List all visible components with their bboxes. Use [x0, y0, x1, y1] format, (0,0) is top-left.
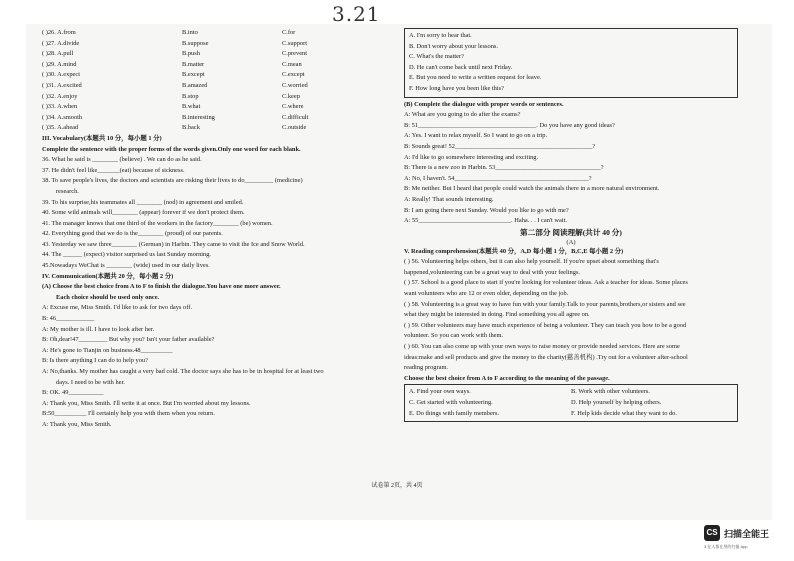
match-options: [404, 384, 738, 422]
match-option: E. Do things with family members.: [409, 409, 499, 417]
handwritten-mark: 3.21: [332, 2, 381, 26]
option-b: B.what: [182, 103, 201, 111]
vocab-line: 36. What he said is ________ (believe) . We can do as he said.: [42, 156, 202, 164]
option-b: B.back: [182, 124, 200, 132]
dialogue-line: A: Thank you, Miss Smith. I'll write it at once. But I'm worried about my lessons.: [42, 399, 251, 407]
match-option: C. Get started with volunteering.: [409, 399, 493, 406]
vocab-line: 40. Some wild animals will________ (appear) forever if we don't protect them.: [42, 209, 245, 217]
dialogue-a: [42, 303, 390, 430]
reading-passage: [404, 257, 738, 374]
option-a: ( )34. A.smooth: [42, 113, 83, 121]
choice-item: D. He can't come back until next Friday.: [409, 63, 513, 71]
option-b: B.amazed: [182, 81, 208, 89]
option-row: [42, 28, 390, 39]
dialogue-line: A: Thank you, Miss Smith.: [42, 420, 112, 428]
dialogue-b-line: B: Sounds great! 52___________________________________________?: [404, 142, 596, 150]
option-a: ( )33. A.when: [42, 103, 78, 111]
vocab-line: 42. Everything good that we do is the________ (proud) of our parents.: [42, 230, 223, 238]
right-column: [404, 28, 738, 422]
scanner-logo-icon: CS: [704, 525, 720, 541]
option-b: B.matter: [182, 60, 205, 68]
reading-line: volunteer. So you can work with them.: [404, 332, 504, 340]
vocab-line: 44. The ______ (expect) visitor surprised us last Sunday morning.: [42, 251, 212, 259]
option-row: [42, 113, 390, 124]
option-c: C.mean: [282, 60, 302, 68]
dialogue-line: days. I need to be with her.: [56, 378, 125, 386]
choices-box: [404, 28, 738, 98]
option-a: ( )26. A.from: [42, 29, 76, 36]
reading-line: happened,volunteering can be a great way to deal with your feelings.: [404, 268, 581, 276]
dialogue-b-line: A: Yes. I want to relax myself. So I want to go on a trip.: [404, 132, 548, 140]
dialogue-b-line: B: There is a new zoo in Harbin. 53_________________________________?: [404, 164, 604, 172]
option-c: C.worried: [282, 81, 308, 89]
dialogue-line: B:50__________ I'll certainly help you with them when you return.: [42, 410, 215, 418]
choice-item: B. Don't worry about your lessons.: [409, 42, 499, 50]
choice-item: F. How long have you been like this?: [409, 84, 504, 92]
reading-title: V. Reading comprehension(本题共 40 分，A,D 每小题 1 分，B,C,E 每小题 2 分): [404, 247, 624, 255]
match-option: D. Help yourself by helping others.: [571, 399, 662, 406]
dialogue-line: B: Is there anything I can do to help you?: [42, 357, 148, 365]
option-c: C.support: [282, 39, 308, 47]
vocab-title: III. Vocabulary(本题共 10 分，每小题 1 分): [42, 134, 162, 142]
option-row: [42, 60, 390, 71]
vocab-line: 37. He didn't feel like_______(eat) because of sickness.: [42, 166, 185, 174]
option-c: C.difficult: [282, 113, 309, 121]
vocab-line: 39. To his surprise,his teammates all ________ (nod) in agreement and smiled.: [42, 198, 244, 206]
reading-line: ( ) 59. Other volunteers may have much experience of being a volunteer. They can teach you how to be a good: [404, 321, 687, 329]
option-a: ( )32. A.enjoy: [42, 92, 78, 100]
reading-line: want volunteers who are 12 or even older, depending on the job.: [404, 290, 569, 298]
choice-item: C. What's the matter?: [409, 53, 464, 61]
option-row: [42, 123, 390, 134]
dialogue-line: B: Oh,dear!47_________ But why you? Isn't your father available?: [42, 336, 215, 344]
dialogue-b-line: A: I'd like to go somewhere interesting and exciting.: [404, 153, 539, 161]
options-list: [42, 28, 390, 134]
vocab-instructions: Complete the sentence with the proper forms of the words given.Only one word for each blank.: [42, 145, 301, 153]
reading-line: reading program.: [404, 364, 449, 372]
dialogue-b-line: A: 55_____________________________. Haha. . . I can't wait.: [404, 217, 568, 225]
vocab-list: [42, 155, 390, 272]
dialogue-b-line: B: 51_____________________________________. Do you have any good ideas?: [404, 121, 615, 129]
vocab-line: 38. To save people's lives, the doctors and scientists are risking their lives to do_________ (medicine): [42, 177, 303, 185]
option-b: B.interesting: [182, 113, 215, 121]
dialogue-b-line: B: Me neither. But I heard that people could watch the animals there in a more natural environment.: [404, 185, 660, 193]
match-option: A. Find your own ways.: [409, 388, 471, 396]
dialogue-b-line: A: No, I haven't. 54__________________________________________?: [404, 174, 592, 182]
option-a: ( )31. A.excited: [42, 81, 82, 89]
vocab-line: 43. Yesterday we saw three________ (German) in Harbin. They came to visit the Ice and Snow World.: [42, 240, 305, 248]
dialogue-line: B: OK. 49___________: [42, 389, 104, 397]
reading-line: ( ) 56. Volunteering helps others, but it can also help yourself. If you're upset about something that's: [404, 258, 659, 266]
match-title: Choose the best choice from A to F according to the meaning of the passage.: [404, 374, 610, 382]
dialogue-b: [404, 110, 738, 227]
dialogue-line: A: No,thanks. My mother has caught a very bad cold. The doctor says she has to be in hospital for at least two: [42, 368, 324, 375]
option-c: C.where: [282, 103, 304, 111]
scanner-tagline: 3 亿人都在用的扫描 App: [704, 544, 748, 549]
page-footer: 试卷第 2页，共 4页: [371, 483, 423, 489]
choice-item: A. I'm sorry to hear that.: [409, 32, 472, 39]
option-b: B.stop: [182, 92, 199, 100]
option-c: C.prevent: [282, 50, 308, 58]
dialogue-b-title: (B) Complete the dialogue with proper words or sentences.: [404, 100, 564, 108]
dialogue-b-line: B: I am going there next Sunday. Would you like to go with me?: [404, 206, 569, 214]
option-c: C.for: [282, 29, 296, 36]
dialogue-line: A: Excuse me, Miss Smith. I'd like to ask for two days off.: [42, 304, 192, 312]
scanner-watermark: [704, 525, 784, 551]
dialogue-b-line: A: Really! That sounds interesting.: [404, 195, 494, 203]
option-c: C.keep: [282, 92, 300, 100]
option-b: B.into: [182, 29, 198, 36]
option-row: [42, 81, 390, 92]
part2-subtitle: (A): [566, 238, 576, 246]
dialogue-b-line: A: What are you going to do after the exams?: [404, 111, 521, 119]
reading-line: what they might be interested in doing. Find something you all agree on.: [404, 311, 590, 319]
dialogue-line: A: He's gone to Tianjin on business.48__________: [42, 346, 173, 354]
option-row: [42, 39, 390, 50]
option-row: [42, 70, 390, 81]
dialogue-line: B: 46____________: [42, 315, 95, 323]
reading-line: ideas:make and sell products and give the money to the charity(慈善机构) .Try out for a volunteer after-school: [404, 353, 688, 361]
left-column: [42, 28, 390, 431]
option-c: C.except: [282, 71, 305, 79]
reading-line: ( ) 58. Volunteering is a great way to have fun with your family.Talk to your parents,brothers,or sisters and see: [404, 300, 686, 308]
option-c: C.outside: [282, 124, 307, 132]
option-b: B.suppose: [182, 39, 209, 47]
reading-line: ( ) 57. School is a good place to start if you're looking for volunteer ideas. Ask a teacher for ideas. Some places: [404, 279, 688, 287]
match-option: F. Help kids decide what they want to do.: [571, 409, 677, 417]
option-b: B.except: [182, 71, 205, 79]
option-a: ( )29. A.mind: [42, 60, 77, 68]
match-option: B. Work with other volunteers.: [571, 388, 650, 396]
communication-title: IV. Communication(本题共 20 分，每小题 2 分): [42, 272, 174, 280]
vocab-line: 45.Nowadays WeChat is ________ (wide) used in our daily lives.: [42, 262, 210, 270]
scanner-name: 扫描全能王: [724, 529, 770, 539]
option-row: [42, 49, 390, 60]
option-a: ( )30. A.expect: [42, 71, 80, 79]
reading-line: ( ) 60. You can also come up with your own ways to raise money or provide needed services. Here are some: [404, 343, 680, 351]
communication-instructions-2: Each choice should be used only once.: [56, 293, 160, 301]
choice-item: E. But you need to write a written request for leave.: [409, 74, 542, 82]
dialogue-line: A: My mother is ill. I have to look after her.: [42, 325, 155, 333]
communication-instructions: (A) Choose the best choice from A to F to finish the dialogue.You have one more answer.: [42, 283, 281, 291]
option-a: ( )35. A.ahead: [42, 124, 79, 132]
option-a: ( )27. A.divide: [42, 39, 80, 47]
option-row: [42, 102, 390, 113]
option-b: B.push: [182, 50, 200, 58]
part2-title: 第二部分 阅读理解(共计 40 分): [520, 227, 622, 237]
vocab-line: research.: [56, 187, 79, 195]
option-a: ( )28. A.pull: [42, 50, 74, 58]
vocab-line: 41. The manager knows that one third of the workers in the factory________ (be) women.: [42, 219, 273, 227]
option-row: [42, 92, 390, 103]
